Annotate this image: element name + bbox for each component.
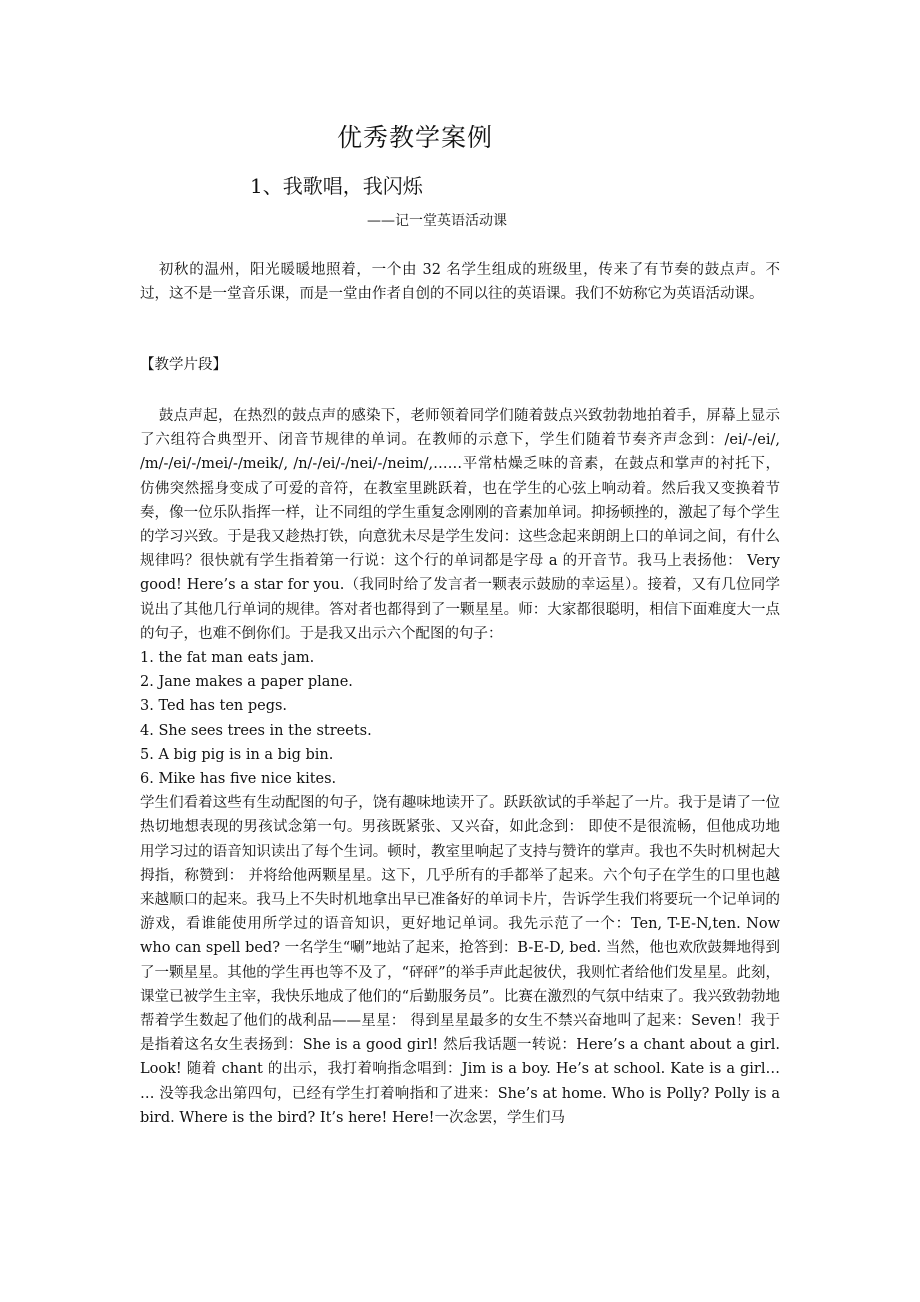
- list-item: 1. the fat man eats jam.: [140, 650, 315, 667]
- list-item: 5. A big pig is in a big bin.: [140, 746, 334, 763]
- lesson-byline: ——记一堂英语活动课: [367, 213, 507, 229]
- lesson-paragraph-2: 学生们看着这些有生动配图的句子，饶有趣味地读开了。跃跃欲试的手举起了一片。我于是请了一位热切地想表现的男孩试念第一句。男孩既紧张、又兴奋，如此念到： 即使不是很流畅，但他成功地用学习过的语音知识读出了每个生词。顿时，教室里响起了支持与赞许的掌声。我也不失时机树起大拇指，称赞到： 并将给他两颗星星。这下，几乎所有的手都举了起来。六个句子在学生的口里也越来越顺口的起来。我马上不失时机地拿出早已准备好的单词卡片，告诉学生我们将要玩一个记单词的游戏，看谁能使用所学过的语音知识，更好地记单词。我先示范了一个：Ten, T-E-N,ten. Now who can spell bed? 一名学生“唰”地站了起来，抢答到：B-E-D, bed. 当然，他也欢欣鼓舞地得到了一颗星星。其他的学生再也等不及了，“砰砰”的举手声此起彼伏，我则忙者给他们发星星。此刻，课堂已被学生主宰，我快乐地成了他们的“后勤服务员”。比赛在激烈的气氛中结束了。我兴致勃勃地帮着学生数起了他们的战利品——星星： 得到星星最多的女生不禁兴奋地叫了起来：Seven！我于是指着这名女生表扬到：She is a good girl! 然后我话题一转说：Here’s a chant about a girl. Look! 随着 chant 的出示，我打着响指念唱到：Jim is a boy. He’s at school. Kate is a girl… … 没等我念出第四句，已经有学生打着响指和了进来：She’s at home. Who is Polly? Polly is a bird. Where is the bird? It’s here! Here!一次念罢，学生们马: [140, 795, 780, 1126]
- lesson-paragraph-1: 鼓点声起，在热烈的鼓点声的感染下，老师领着同学们随着鼓点兴致勃勃地拍着手，屏幕上显示了六组符合典型开、闭音节规律的单词。在教师的示意下，学生们随着节奏齐声念到：/ei/-/ei/, /m/-/ei/-/mei/-/meik/, /n/-/ei/-/nei/-/neim/,……平常枯燥乏味的音素，在鼓点和掌声的衬托下，仿佛突然摇身变成了可爱的音符，在教室里跳跃着，也在学生的心弦上响动着。然后我又变换着节奏，像一位乐队指挥一样，让不同组的学生重复念刚刚的音素加单词。抑扬顿挫的，激起了每个学生的学习兴致。于是我又趁热打铁，向意犹未尽是学生发问：这些念起来朗朗上口的单词之间，有什么规律吗？很快就有学生指着第一行说：这个行的单词都是字母 a 的开音节。我马上表扬他： Very good! Here’s a star for you.（我同时给了发言者一颗表示鼓励的幸运星）。接着，又有几位同学说出了其他几行单词的规律。答对者也都得到了一颗星星。师：大家都很聪明，相信下面难度大一点的句子，也难不倒你们。于是我又出示六个配图的句子：: [140, 408, 780, 642]
- lesson-subtitle: 1、我歌唱，我闪烁: [250, 174, 423, 198]
- list-item: 3. Ted has ten pegs.: [140, 698, 288, 715]
- document-title: 优秀教学案例: [336, 123, 493, 152]
- lesson-body: [140, 404, 780, 1130]
- intro-paragraph: 初秋的温州，阳光暖暖地照着，一个由 32 名学生组成的班级里，传来了有节奏的鼓点声。不过，这不是一堂音乐课，而是一堂由作者自创的不同以往的英语课。我们不妨称它为英语活动课。: [140, 262, 780, 303]
- list-item: 2. Jane makes a paper plane.: [140, 674, 353, 691]
- sentence-list: [140, 646, 780, 791]
- list-item: 4. She sees trees in the streets.: [140, 722, 372, 739]
- intro-section: [140, 258, 780, 306]
- list-item: 6. Mike has five nice kites.: [140, 771, 337, 788]
- section-heading: 【教学片段】: [140, 357, 227, 373]
- section-heading-block: [140, 353, 780, 377]
